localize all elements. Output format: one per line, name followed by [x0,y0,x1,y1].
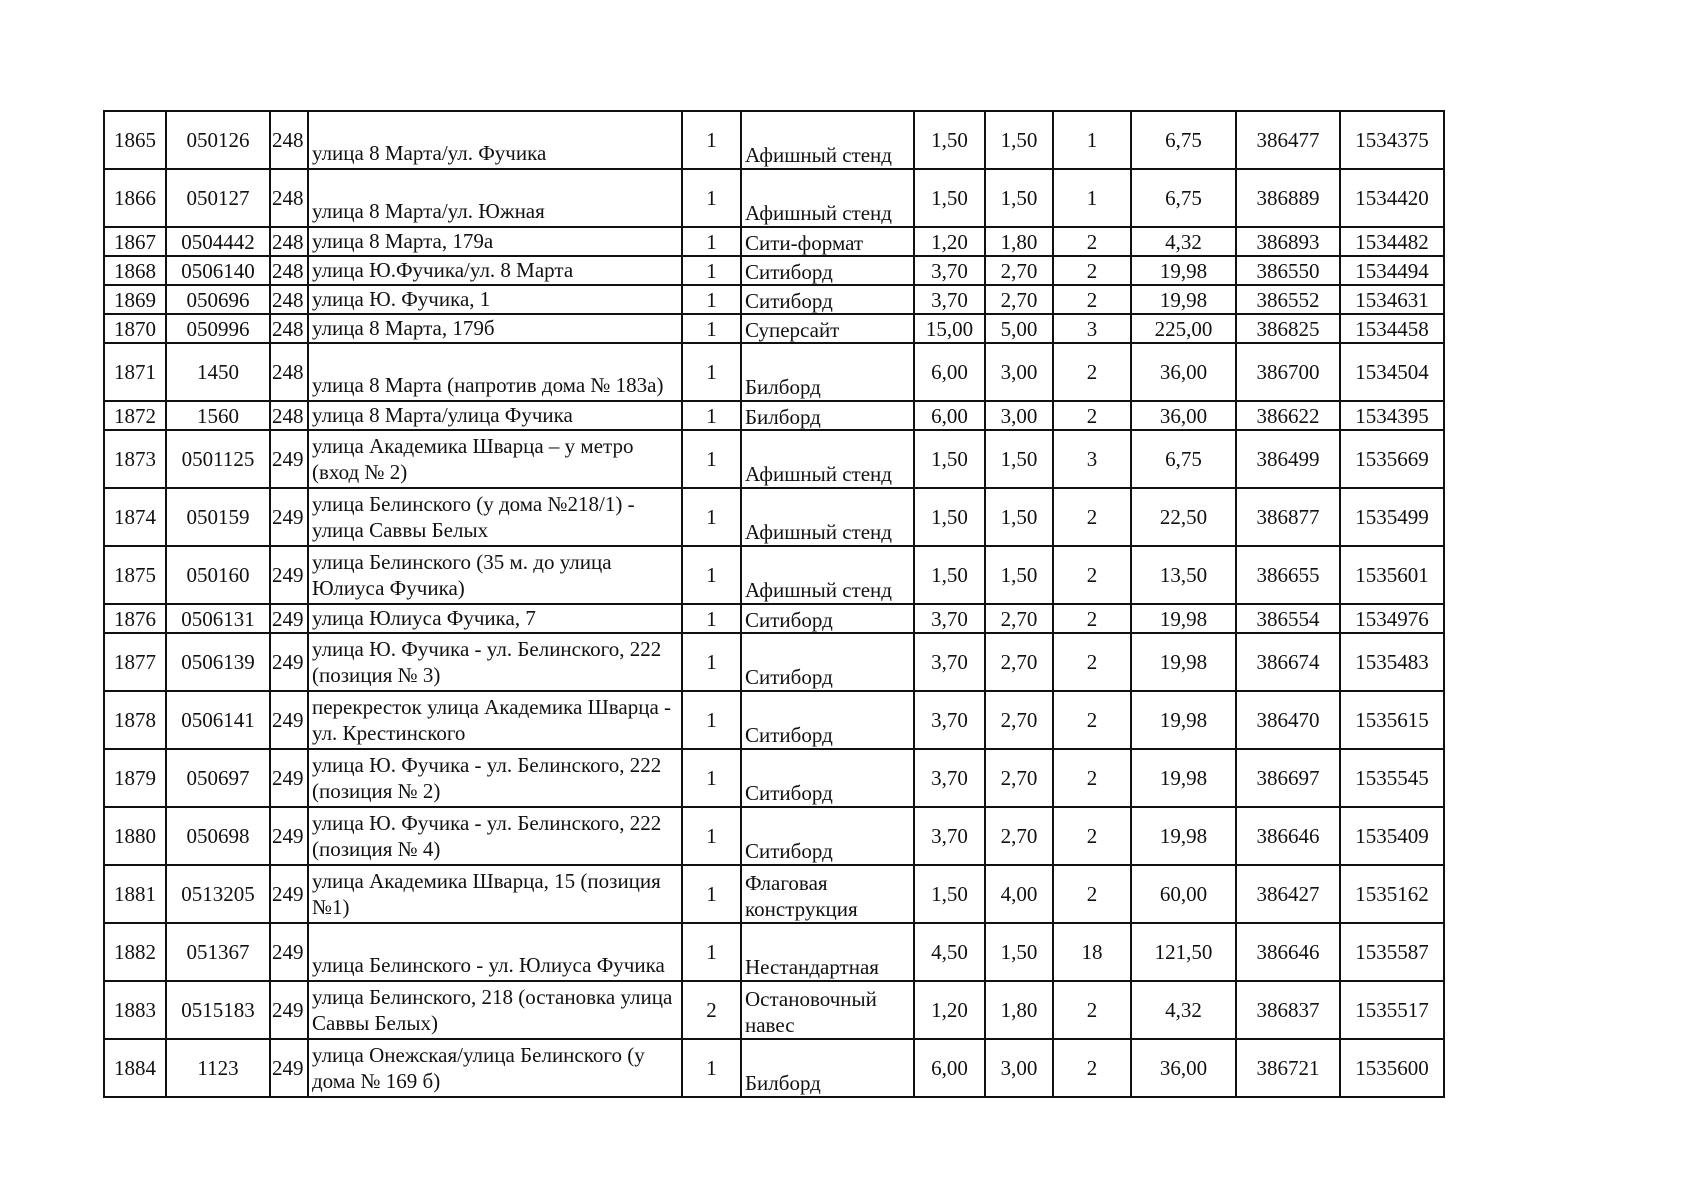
cell-district: 249 [270,691,308,749]
cell-height: 3,00 [985,401,1053,430]
cell-district: 249 [270,981,308,1039]
cell-number: 1875 [104,546,166,604]
cell-width: 6,00 [914,401,985,430]
cell-height: 2,70 [985,604,1053,633]
cell-sides: 2 [1053,343,1131,401]
cell-coord-x: 386646 [1236,923,1340,981]
cell-district: 249 [270,749,308,807]
table-row [104,430,1444,488]
cell-area: 6,75 [1131,111,1236,169]
cell-address: улица Академика Шварца, 15 (позиция №1) [308,865,682,923]
cell-district: 248 [270,343,308,401]
cell-area: 6,75 [1131,430,1236,488]
cell-coord-x: 386877 [1236,488,1340,546]
cell-quantity: 1 [682,749,741,807]
cell-quantity: 1 [682,256,741,285]
cell-district: 248 [270,256,308,285]
cell-number: 1869 [104,285,166,314]
cell-sides: 2 [1053,981,1131,1039]
cell-district: 249 [270,604,308,633]
cell-address: улица Юлиуса Фучика, 7 [308,604,682,633]
cell-width: 1,50 [914,546,985,604]
advertising-structures-table [103,110,1445,1098]
cell-code: 1450 [166,343,270,401]
cell-number: 1873 [104,430,166,488]
cell-address: улица 8 Марта, 179а [308,227,682,256]
cell-quantity: 1 [682,633,741,691]
cell-height: 1,50 [985,546,1053,604]
cell-sides: 2 [1053,807,1131,865]
cell-coord-y: 1534494 [1340,256,1444,285]
cell-sides: 2 [1053,227,1131,256]
cell-number: 1871 [104,343,166,401]
cell-coord-y: 1535545 [1340,749,1444,807]
table-row [104,865,1444,923]
cell-structure-type: Афишный стенд [741,111,914,169]
cell-quantity: 1 [682,285,741,314]
cell-area: 6,75 [1131,169,1236,227]
cell-width: 3,70 [914,633,985,691]
cell-coord-y: 1534375 [1340,111,1444,169]
table-row [104,111,1444,169]
cell-coord-y: 1534482 [1340,227,1444,256]
cell-number: 1882 [104,923,166,981]
cell-structure-type: Суперсайт [741,314,914,343]
cell-code: 0506139 [166,633,270,691]
cell-structure-type: Билборд [741,401,914,430]
cell-width: 6,00 [914,1039,985,1097]
cell-coord-y: 1534420 [1340,169,1444,227]
cell-structure-type: Ситиборд [741,285,914,314]
cell-area: 19,98 [1131,633,1236,691]
cell-structure-type: Афишный стенд [741,430,914,488]
cell-area: 121,50 [1131,923,1236,981]
cell-structure-type: Афишный стенд [741,546,914,604]
cell-coord-x: 386697 [1236,749,1340,807]
cell-structure-type: Остановочный навес [741,981,914,1039]
cell-coord-y: 1535669 [1340,430,1444,488]
cell-area: 4,32 [1131,981,1236,1039]
cell-structure-type: Ситиборд [741,604,914,633]
cell-coord-x: 386550 [1236,256,1340,285]
cell-coord-x: 386837 [1236,981,1340,1039]
table-row [104,807,1444,865]
cell-code: 1123 [166,1039,270,1097]
cell-number: 1866 [104,169,166,227]
cell-height: 1,80 [985,981,1053,1039]
cell-height: 2,70 [985,749,1053,807]
cell-structure-type: Ситиборд [741,633,914,691]
cell-district: 248 [270,401,308,430]
table-row [104,1039,1444,1097]
cell-area: 19,98 [1131,285,1236,314]
table-row [104,343,1444,401]
cell-address: улица 8 Марта/улица Фучика [308,401,682,430]
cell-address: улица 8 Марта, 179б [308,314,682,343]
cell-quantity: 1 [682,546,741,604]
cell-area: 60,00 [1131,865,1236,923]
cell-height: 1,50 [985,111,1053,169]
cell-coord-x: 386477 [1236,111,1340,169]
table-row [104,604,1444,633]
cell-sides: 2 [1053,546,1131,604]
cell-width: 4,50 [914,923,985,981]
cell-quantity: 1 [682,430,741,488]
cell-code: 0506141 [166,691,270,749]
table-row [104,981,1444,1039]
cell-sides: 3 [1053,314,1131,343]
cell-quantity: 1 [682,807,741,865]
cell-code: 050160 [166,546,270,604]
cell-coord-x: 386622 [1236,401,1340,430]
cell-address: улица Ю. Фучика - ул. Белинского, 222 (позиция № 4) [308,807,682,865]
cell-code: 050696 [166,285,270,314]
cell-coord-x: 386893 [1236,227,1340,256]
cell-height: 2,70 [985,256,1053,285]
table-row [104,923,1444,981]
cell-address: улица 8 Марта (напротив дома № 183а) [308,343,682,401]
cell-number: 1865 [104,111,166,169]
cell-quantity: 2 [682,981,741,1039]
table-body [104,111,1444,1097]
cell-district: 249 [270,1039,308,1097]
cell-structure-type: Билборд [741,1039,914,1097]
cell-quantity: 1 [682,1039,741,1097]
cell-coord-x: 386721 [1236,1039,1340,1097]
cell-coord-x: 386700 [1236,343,1340,401]
cell-address: улица Белинского (35 м. до улица Юлиуса Фучика) [308,546,682,604]
cell-code: 050698 [166,807,270,865]
cell-code: 0501125 [166,430,270,488]
cell-number: 1877 [104,633,166,691]
cell-district: 249 [270,807,308,865]
cell-structure-type: Сити-формат [741,227,914,256]
cell-district: 249 [270,430,308,488]
cell-sides: 1 [1053,169,1131,227]
cell-height: 1,80 [985,227,1053,256]
cell-number: 1872 [104,401,166,430]
cell-coord-y: 1535499 [1340,488,1444,546]
table-row [104,285,1444,314]
cell-area: 22,50 [1131,488,1236,546]
cell-district: 248 [270,227,308,256]
cell-structure-type: Флаговая конструкция [741,865,914,923]
cell-code: 050126 [166,111,270,169]
cell-district: 249 [270,633,308,691]
cell-quantity: 1 [682,111,741,169]
cell-height: 2,70 [985,807,1053,865]
cell-width: 15,00 [914,314,985,343]
cell-number: 1868 [104,256,166,285]
cell-height: 2,70 [985,285,1053,314]
cell-coord-x: 386552 [1236,285,1340,314]
cell-district: 248 [270,314,308,343]
cell-height: 3,00 [985,1039,1053,1097]
cell-sides: 18 [1053,923,1131,981]
cell-address: улица Ю. Фучика, 1 [308,285,682,314]
cell-address: улица Белинского - ул. Юлиуса Фучика [308,923,682,981]
cell-width: 1,50 [914,111,985,169]
table-row [104,488,1444,546]
cell-sides: 2 [1053,285,1131,314]
cell-quantity: 1 [682,604,741,633]
cell-quantity: 1 [682,314,741,343]
cell-coord-y: 1535615 [1340,691,1444,749]
cell-height: 2,70 [985,633,1053,691]
cell-district: 249 [270,865,308,923]
cell-code: 1560 [166,401,270,430]
cell-area: 36,00 [1131,343,1236,401]
cell-number: 1870 [104,314,166,343]
cell-sides: 3 [1053,430,1131,488]
cell-sides: 2 [1053,865,1131,923]
cell-height: 2,70 [985,691,1053,749]
cell-code: 051367 [166,923,270,981]
cell-coord-y: 1535483 [1340,633,1444,691]
cell-number: 1878 [104,691,166,749]
cell-width: 1,50 [914,430,985,488]
cell-district: 249 [270,488,308,546]
cell-number: 1867 [104,227,166,256]
cell-width: 3,70 [914,749,985,807]
cell-area: 36,00 [1131,401,1236,430]
cell-address: улица Ю. Фучика - ул. Белинского, 222 (позиция № 2) [308,749,682,807]
cell-height: 5,00 [985,314,1053,343]
cell-area: 13,50 [1131,546,1236,604]
cell-number: 1880 [104,807,166,865]
cell-structure-type: Афишный стенд [741,488,914,546]
cell-address: улица Онежская/улица Белинского (у дома № 169 б) [308,1039,682,1097]
cell-district: 249 [270,923,308,981]
cell-address: улица 8 Марта/ул. Южная [308,169,682,227]
cell-quantity: 1 [682,865,741,923]
cell-coord-y: 1534395 [1340,401,1444,430]
cell-number: 1883 [104,981,166,1039]
cell-width: 3,70 [914,691,985,749]
cell-area: 19,98 [1131,807,1236,865]
cell-code: 0515183 [166,981,270,1039]
cell-area: 19,98 [1131,256,1236,285]
cell-quantity: 1 [682,343,741,401]
cell-address: улица 8 Марта/ул. Фучика [308,111,682,169]
cell-number: 1874 [104,488,166,546]
cell-width: 3,70 [914,285,985,314]
cell-height: 1,50 [985,169,1053,227]
table-row [104,691,1444,749]
cell-coord-x: 386825 [1236,314,1340,343]
cell-sides: 2 [1053,488,1131,546]
cell-width: 1,20 [914,981,985,1039]
cell-coord-x: 386470 [1236,691,1340,749]
cell-quantity: 1 [682,488,741,546]
cell-area: 225,00 [1131,314,1236,343]
cell-number: 1881 [104,865,166,923]
cell-coord-x: 386499 [1236,430,1340,488]
cell-code: 0506131 [166,604,270,633]
table-row [104,256,1444,285]
cell-coord-x: 386655 [1236,546,1340,604]
cell-address: улица Академика Шварца – у метро (вход № 2) [308,430,682,488]
cell-width: 3,70 [914,604,985,633]
cell-coord-y: 1534631 [1340,285,1444,314]
table-row [104,227,1444,256]
cell-code: 050996 [166,314,270,343]
cell-code: 0504442 [166,227,270,256]
cell-height: 1,50 [985,430,1053,488]
cell-code: 0506140 [166,256,270,285]
cell-number: 1876 [104,604,166,633]
cell-width: 1,50 [914,488,985,546]
cell-width: 6,00 [914,343,985,401]
table-row [104,749,1444,807]
cell-coord-y: 1535409 [1340,807,1444,865]
cell-width: 3,70 [914,807,985,865]
cell-coord-y: 1535600 [1340,1039,1444,1097]
cell-coord-x: 386554 [1236,604,1340,633]
cell-quantity: 1 [682,691,741,749]
cell-district: 248 [270,285,308,314]
cell-address: улица Белинского, 218 (остановка улица Саввы Белых) [308,981,682,1039]
cell-structure-type: Ситиборд [741,691,914,749]
cell-sides: 2 [1053,1039,1131,1097]
cell-sides: 2 [1053,633,1131,691]
cell-coord-y: 1535162 [1340,865,1444,923]
cell-code: 050697 [166,749,270,807]
cell-coord-y: 1535517 [1340,981,1444,1039]
cell-district: 249 [270,546,308,604]
cell-coord-y: 1534458 [1340,314,1444,343]
cell-code: 050159 [166,488,270,546]
table-row [104,633,1444,691]
cell-sides: 2 [1053,691,1131,749]
cell-district: 248 [270,111,308,169]
cell-coord-y: 1535601 [1340,546,1444,604]
cell-sides: 2 [1053,256,1131,285]
cell-district: 248 [270,169,308,227]
cell-area: 36,00 [1131,1039,1236,1097]
table-row [104,546,1444,604]
cell-quantity: 1 [682,227,741,256]
cell-address: улица Ю. Фучика - ул. Белинского, 222 (позиция № 3) [308,633,682,691]
cell-area: 19,98 [1131,604,1236,633]
cell-structure-type: Ситиборд [741,807,914,865]
cell-coord-x: 386646 [1236,807,1340,865]
cell-quantity: 1 [682,401,741,430]
cell-sides: 1 [1053,111,1131,169]
cell-structure-type: Нестандартная [741,923,914,981]
cell-structure-type: Ситиборд [741,749,914,807]
cell-sides: 2 [1053,401,1131,430]
cell-coord-y: 1534976 [1340,604,1444,633]
cell-quantity: 1 [682,169,741,227]
cell-address: улица Ю.Фучика/ул. 8 Марта [308,256,682,285]
cell-number: 1879 [104,749,166,807]
cell-height: 4,00 [985,865,1053,923]
cell-area: 19,98 [1131,749,1236,807]
cell-height: 1,50 [985,488,1053,546]
cell-sides: 2 [1053,604,1131,633]
cell-coord-x: 386889 [1236,169,1340,227]
cell-structure-type: Билборд [741,343,914,401]
cell-structure-type: Афишный стенд [741,169,914,227]
cell-coord-x: 386674 [1236,633,1340,691]
cell-area: 4,32 [1131,227,1236,256]
cell-area: 19,98 [1131,691,1236,749]
table-row [104,314,1444,343]
cell-address: перекресток улица Академика Шварца - ул. Крестинского [308,691,682,749]
cell-coord-y: 1535587 [1340,923,1444,981]
cell-width: 3,70 [914,256,985,285]
cell-number: 1884 [104,1039,166,1097]
cell-address: улица Белинского (у дома №218/1) - улица Саввы Белых [308,488,682,546]
table-row [104,169,1444,227]
cell-code: 0513205 [166,865,270,923]
table-row [104,401,1444,430]
cell-width: 1,20 [914,227,985,256]
cell-height: 3,00 [985,343,1053,401]
cell-width: 1,50 [914,169,985,227]
cell-height: 1,50 [985,923,1053,981]
cell-code: 050127 [166,169,270,227]
cell-quantity: 1 [682,923,741,981]
cell-width: 1,50 [914,865,985,923]
cell-coord-x: 386427 [1236,865,1340,923]
cell-coord-y: 1534504 [1340,343,1444,401]
cell-structure-type: Ситиборд [741,256,914,285]
cell-sides: 2 [1053,749,1131,807]
